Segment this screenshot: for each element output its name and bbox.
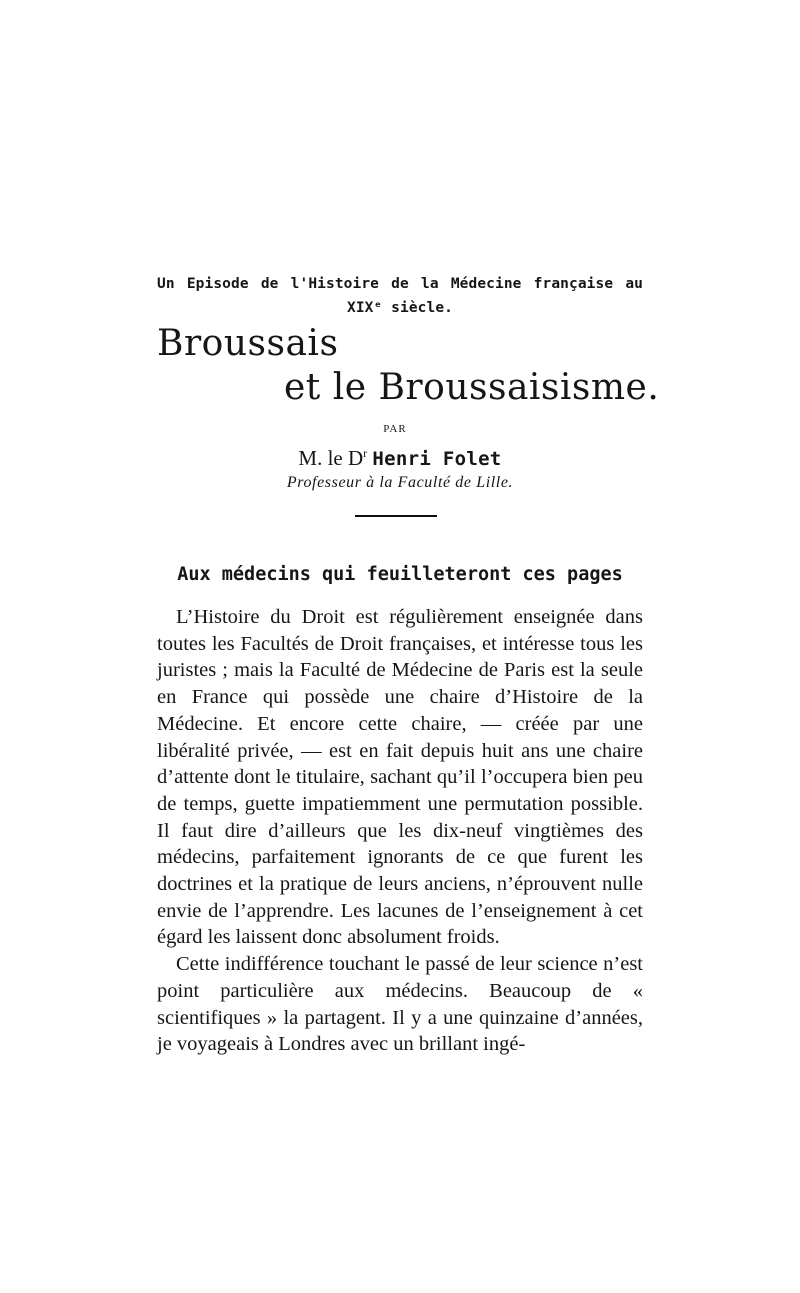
series-title: Un Episode de l'Histoire de la Médecine française au XIXᵉ siècle. bbox=[157, 276, 643, 316]
by-label: PAR bbox=[383, 423, 407, 435]
title-line-2: et le Broussaisisme. bbox=[284, 367, 660, 408]
paragraph: Cette indifférence touchant le passé de leur science n’est point particulière aux médecins. Beaucoup de « scientifiques » la partagent. Il y a une quinzaine d’années, je voyageais à Londres avec un brillant ingé- bbox=[157, 953, 643, 1056]
author-prefix: M. le D bbox=[298, 446, 364, 470]
body-text bbox=[157, 604, 643, 1058]
title-line-1: Broussais bbox=[157, 323, 339, 364]
author-name: Henri Folet bbox=[372, 448, 502, 470]
paragraph: L’Histoire du Droit est régulièrement enseignée dans toutes les Facultés de Droit françaises, et intéresse tous les juristes ; mais la Faculté de Médecine de Paris est la seule en France qui possède une chaire d’Histoire de la Médecine. Et encore cette chaire, — créée par une libéralité privée, — est en fait depuis huit ans une chaire d’attente dont le titulaire, sachant qu’il l’occupera bien peu de temps, guette impatiemment une permutation possible. Il faut dire d’ailleurs que les dix-neuf vingtièmes des médecins, parfaitement ignorants de ce que furent les doctrines et la pratique de leurs anciens, n’éprouvent nulle envie de l’apprendre. Les lacunes de l’enseignement à cet égard les laissent donc absolument froids. bbox=[157, 606, 643, 949]
author-superscript: r bbox=[363, 446, 368, 460]
section-divider bbox=[355, 515, 437, 517]
section-heading: Aux médecins qui feuilleteront ces pages bbox=[177, 564, 623, 585]
author-line bbox=[0, 444, 800, 473]
author-affiliation: Professeur à la Faculté de Lille. bbox=[286, 474, 514, 491]
